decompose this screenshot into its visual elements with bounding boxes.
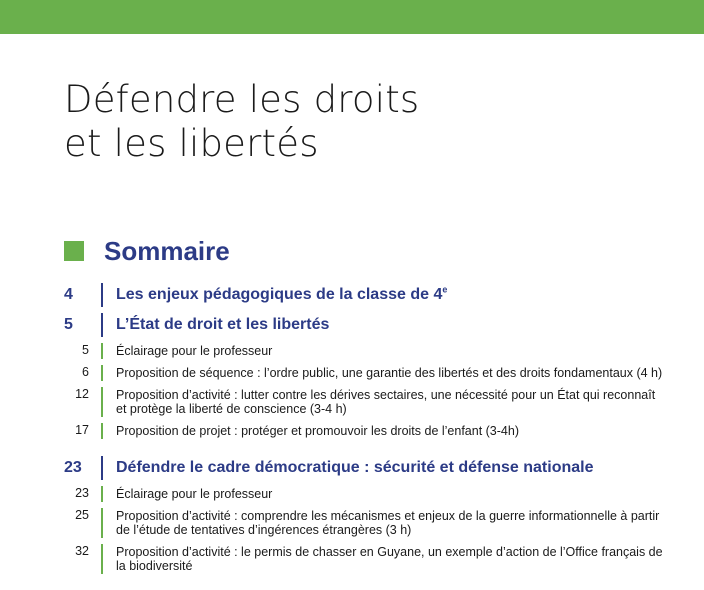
toc-entry-sub[interactable] xyxy=(64,365,664,381)
toc-entry-sub[interactable] xyxy=(64,544,664,574)
section-gap xyxy=(64,445,664,456)
green-square-icon xyxy=(64,241,84,261)
toc-entry-sub[interactable] xyxy=(64,387,664,417)
navy-bar xyxy=(101,313,103,337)
page-number: 12 xyxy=(75,387,89,401)
toc-entry-text xyxy=(116,283,664,307)
page-number: 17 xyxy=(75,423,89,437)
toc-entry-sub[interactable] xyxy=(64,508,664,538)
superscript: e xyxy=(442,284,448,295)
green-bar xyxy=(101,486,103,502)
document-title xyxy=(64,78,684,166)
page-number: 32 xyxy=(75,544,89,558)
page-number: 4 xyxy=(64,286,73,303)
toc-entry-text: Proposition d’activité : le permis de chasser en Guyane, un exemple d’action de l’Office français de la biodiversité xyxy=(116,545,663,573)
green-bar xyxy=(101,365,103,381)
toc-entry-text: Proposition d’activité : lutter contre les dérives sectaires, une nécessité pour un État qui reconnaît et protège la liberté de conscience (3-4 h) xyxy=(116,388,656,416)
sommaire-header xyxy=(64,234,230,268)
toc-entry-main[interactable] xyxy=(64,313,664,337)
page-number: 6 xyxy=(82,365,89,379)
page-number: 23 xyxy=(64,459,82,476)
toc-entry-sub[interactable] xyxy=(64,423,664,439)
toc-entry-sub[interactable] xyxy=(64,486,664,502)
sommaire-title: Sommaire xyxy=(104,235,230,266)
navy-bar xyxy=(101,456,103,480)
toc-entry-text: Proposition de projet : protéger et promouvoir les droits de l’enfant (3-4h) xyxy=(116,424,519,438)
green-bar xyxy=(101,508,103,538)
title-line-2: et les libertés xyxy=(64,122,319,165)
entry-label: Les enjeux pédagogiques de la classe de 4 xyxy=(116,286,443,303)
page-number: 5 xyxy=(82,343,89,357)
toc-entry-text: Proposition d’activité : comprendre les mécanismes et enjeux de la guerre informationnelle à partir de l’étude de tentatives d’ingérences étrangères (3 h) xyxy=(116,509,660,537)
toc-entry-text: L’État de droit et les libertés xyxy=(116,316,330,333)
green-bar xyxy=(101,387,103,417)
top-green-band xyxy=(0,0,704,34)
toc-entry-text: Éclairage pour le professeur xyxy=(116,487,273,501)
page-number: 5 xyxy=(64,316,73,333)
table-of-contents xyxy=(64,283,664,580)
title-line-1: Défendre les droits xyxy=(64,78,420,121)
toc-entry-main[interactable] xyxy=(64,456,664,480)
navy-bar xyxy=(101,283,103,307)
green-bar xyxy=(101,343,103,359)
green-bar xyxy=(101,423,103,439)
toc-entry-text: Proposition de séquence : l’ordre public, une garantie des libertés et des droits fondamentaux (4 h) xyxy=(116,366,663,380)
toc-entry-sub[interactable] xyxy=(64,343,664,359)
toc-entry-text: Défendre le cadre démocratique : sécurité et défense nationale xyxy=(116,459,594,476)
page-number: 23 xyxy=(75,486,89,500)
page-number: 25 xyxy=(75,508,89,522)
toc-entry-text: Éclairage pour le professeur xyxy=(116,344,273,358)
green-bar xyxy=(101,544,103,574)
toc-entry-main[interactable] xyxy=(64,283,664,307)
